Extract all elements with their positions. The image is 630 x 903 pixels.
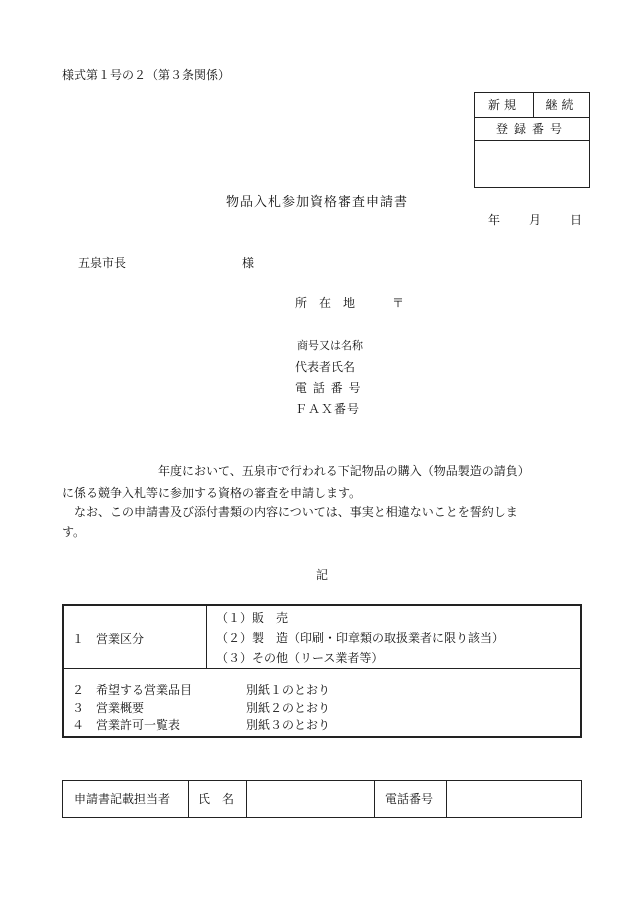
- option-other[interactable]: （３）その他（リース業者等）: [216, 651, 384, 665]
- form-number-label: 様式第１号の２（第３条関係）: [62, 68, 231, 82]
- addressee-name: 五泉市長: [78, 256, 127, 270]
- new-cell[interactable]: 新規: [475, 93, 534, 117]
- registration-number-label: 登録番号: [475, 118, 589, 141]
- body-line-3: なお、この申請書及び添付書類の内容については、事実と相違ないことを誓約しま: [62, 505, 518, 519]
- business-category-label: １ 営業区分: [72, 632, 145, 646]
- contact-table: [62, 780, 582, 818]
- contact-phone-label: 電話番号: [385, 792, 434, 806]
- contact-divider: [188, 781, 189, 817]
- date-month[interactable]: 月: [529, 213, 542, 227]
- postal-mark: 〒: [392, 296, 405, 310]
- continuation-cell[interactable]: 継続: [545, 98, 578, 112]
- contact-name-label: 氏 名: [198, 792, 235, 806]
- item-business-overview-label: ３ 営業概要: [72, 701, 145, 715]
- option-sales[interactable]: （１）販 売: [216, 611, 289, 625]
- fax-label: ＦＡＸ番号: [295, 402, 361, 416]
- registration-box: [474, 92, 590, 188]
- ki-mark: 記: [316, 568, 329, 582]
- address-label: 所 在 地: [295, 296, 356, 310]
- business-table: [62, 604, 582, 738]
- phone-label: 電 話 番 号: [295, 381, 362, 395]
- contact-name-field[interactable]: [247, 781, 374, 817]
- item-permit-list-value: 別紙３のとおり: [246, 718, 331, 732]
- contact-phone-field[interactable]: [447, 781, 581, 817]
- item-desired-products-value: 別紙１のとおり: [246, 683, 331, 697]
- contact-divider: [374, 781, 375, 817]
- table-split: [64, 668, 580, 669]
- body-line-2: に係る競争入札等に参加する資格の審査を申請します。: [62, 486, 362, 500]
- option-manufacturing[interactable]: （２）製 造（印刷・印章類の取扱業者に限り該当）: [216, 631, 505, 645]
- item-desired-products-label: ２ 希望する営業品目: [72, 683, 193, 697]
- table-divider: [206, 606, 207, 668]
- body-line-1: 年度において、五泉市で行われる下記物品の購入（物品製造の請負）: [158, 464, 530, 478]
- date-year[interactable]: 年: [488, 213, 501, 227]
- representative-label: 代表者氏名: [295, 360, 356, 374]
- item-business-overview-value: 別紙２のとおり: [246, 701, 331, 715]
- addressee-honorific: 様: [242, 256, 255, 270]
- document-title: 物品入札参加資格審査申請書: [226, 195, 409, 210]
- item-permit-list-label: ４ 営業許可一覧表: [72, 718, 181, 732]
- date-day[interactable]: 日: [570, 213, 583, 227]
- body-line-4: す。: [62, 525, 86, 539]
- company-name-label: 商号又は名称: [297, 339, 363, 352]
- contact-person-label: 申請書記載担当者: [74, 792, 171, 806]
